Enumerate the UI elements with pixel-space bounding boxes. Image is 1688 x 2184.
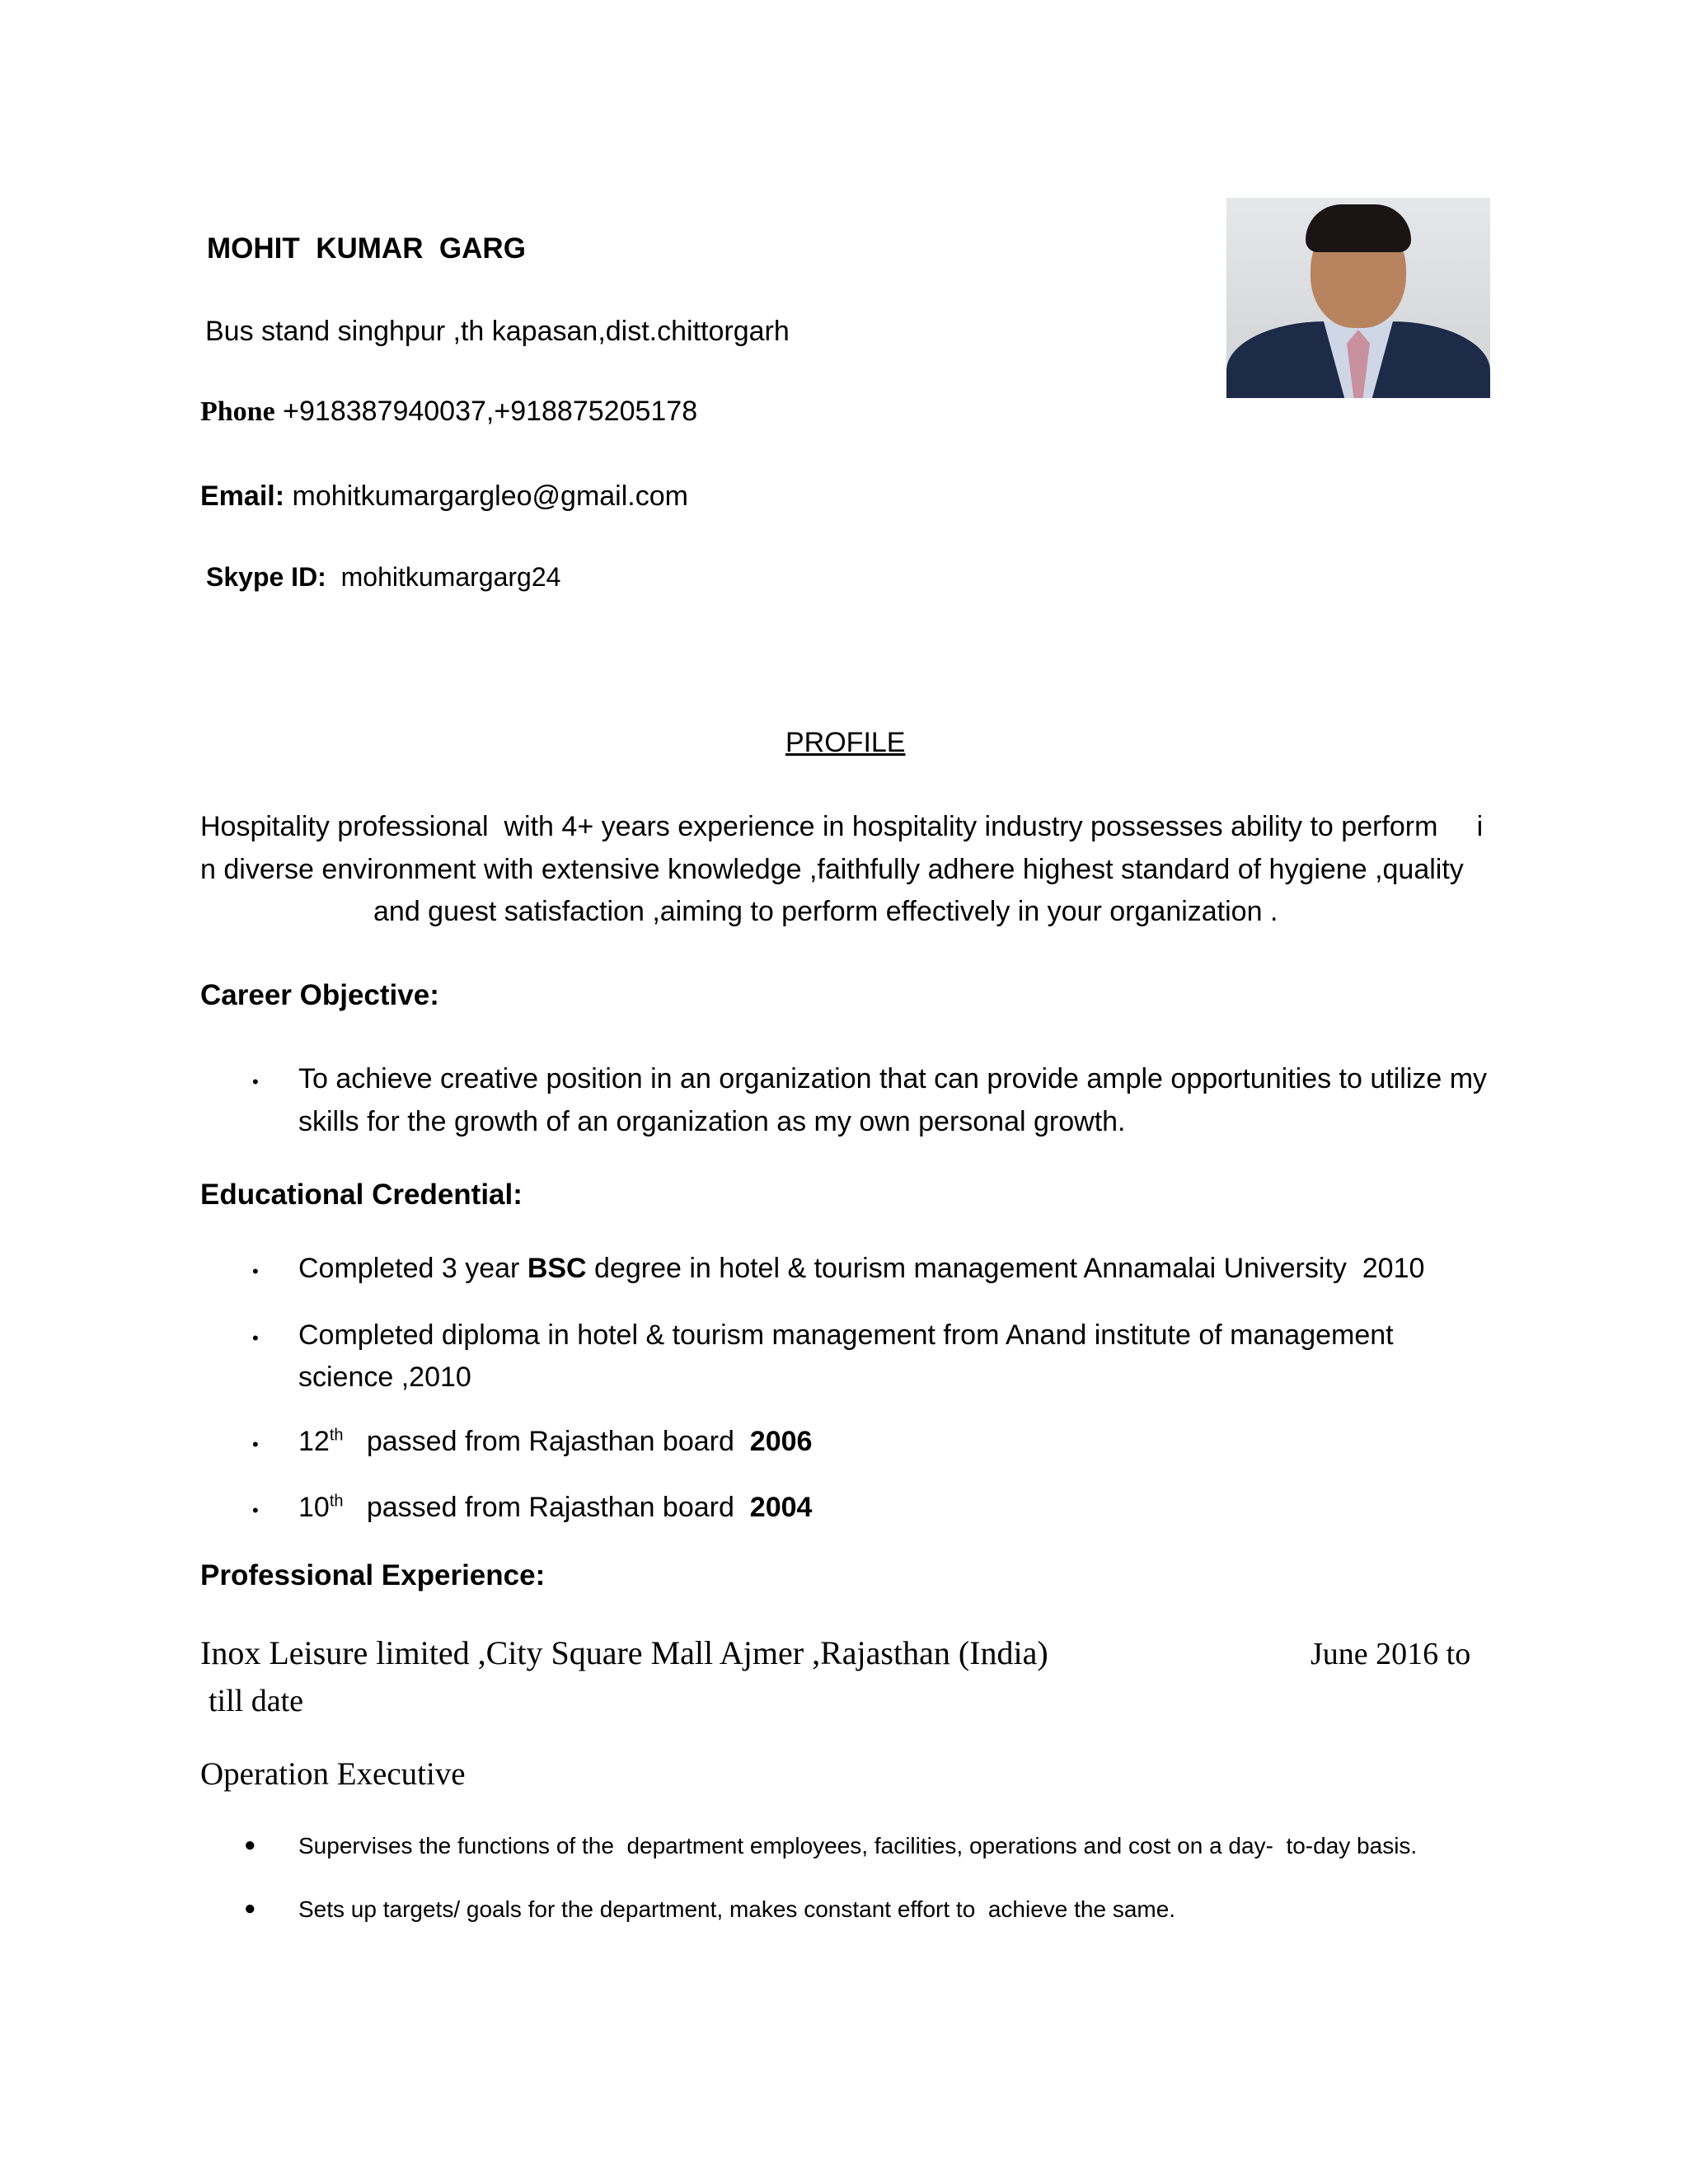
profile-line-1: Hospitality professional with 4+ years experience in hospitality industry possesses ability to perform i: [200, 811, 1484, 842]
education-item-1-pre: Completed 3 year: [298, 1253, 528, 1284]
candidate-name: MOHIT KUMAR GARG: [207, 232, 526, 265]
education-item-4-text: passed from Rajasthan board: [343, 1492, 750, 1523]
bullet-icon: ●: [244, 1897, 256, 1919]
education-item-3-year: 2006: [749, 1426, 813, 1457]
bullet-icon: •: [252, 1500, 259, 1521]
skype-label: Skype ID:: [206, 562, 326, 592]
education-item-1-post: degree in hotel & tourism management Annamalai University 2010: [586, 1253, 1425, 1284]
career-objective-heading: Career Objective:: [200, 979, 439, 1011]
bullet-icon: ●: [244, 1834, 256, 1856]
email-value: mohitkumargargleo@gmail.com: [292, 480, 688, 512]
bullet-icon: •: [252, 1261, 259, 1282]
career-objective-line-2: skills for the growth of an organization as my own personal growth.: [298, 1106, 1126, 1137]
profile-line-2: n diverse environment with extensive knowledge ,faithfully adhere highest standard of hygiene ,quality: [200, 854, 1464, 885]
education-item-2-line-1: Completed diploma in hotel & tourism management from Anand institute of management: [298, 1319, 1394, 1351]
address: Bus stand singhpur ,th kapasan,dist.chittorgarh: [205, 316, 790, 347]
career-objective-line-1: To achieve creative position in an organization that can provide ample opportunities to utilize my: [298, 1063, 1488, 1094]
employment-dates: June 2016 to: [1311, 1637, 1471, 1671]
education-item-3-text: passed from Rajasthan board: [343, 1426, 750, 1457]
duty-1: Supervises the functions of the department employees, facilities, operations and cost on a day- to-day basis.: [298, 1833, 1418, 1858]
education-item-3-suffix: th: [329, 1426, 344, 1445]
education-item-3-grade: 12: [298, 1426, 330, 1457]
education-item-2-line-2: science ,2010: [298, 1361, 471, 1393]
email-label: Email:: [200, 480, 285, 512]
education-item-4-suffix: th: [329, 1492, 344, 1511]
employment-dates-continued: till date: [209, 1684, 304, 1718]
bullet-icon: •: [252, 1434, 259, 1455]
education-item-4-grade: 10: [298, 1492, 330, 1523]
bullet-icon: •: [252, 1328, 259, 1348]
profile-line-3: and guest satisfaction ,aiming to perform effectively in your organization .: [373, 896, 1278, 927]
profile-heading: PROFILE: [785, 727, 906, 758]
education-item-4: [298, 1487, 812, 1529]
education-item-1: [298, 1248, 1424, 1290]
job-title: Operation Executive: [200, 1756, 466, 1792]
employer-line: Inox Leisure limited ,City Square Mall Ajmer ,Rajasthan (India): [200, 1634, 1048, 1671]
education-item-4-year: 2004: [749, 1492, 813, 1523]
duty-2: Sets up targets/ goals for the department, makes constant effort to achieve the same.: [298, 1896, 1176, 1922]
education-item-1-degree: BSC: [527, 1253, 587, 1284]
phone-label: Phone: [200, 396, 275, 427]
phone-line: [200, 396, 697, 428]
education-item-3: [298, 1421, 812, 1463]
phone-value: +918387940037,+918875205178: [283, 396, 698, 427]
profile-photo: [1226, 198, 1490, 398]
bullet-icon: •: [252, 1071, 259, 1092]
skype-line: [206, 562, 560, 593]
education-heading: Educational Credential:: [200, 1179, 523, 1211]
skype-value: mohitkumargarg24: [340, 562, 561, 592]
email-line: [200, 480, 688, 513]
experience-heading: Professional Experience:: [200, 1559, 546, 1591]
